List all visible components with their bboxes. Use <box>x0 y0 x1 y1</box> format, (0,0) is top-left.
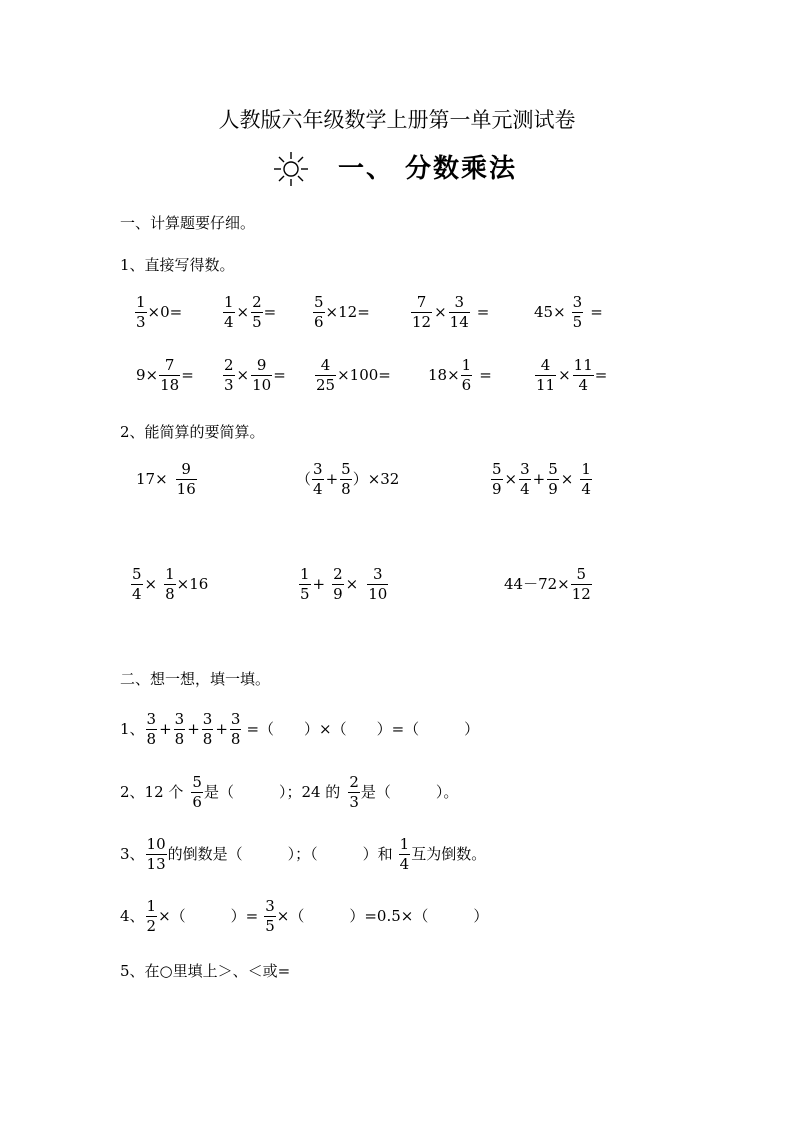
simplify-item: （ $\frac{3}{4}$ + $\frac{5}{8}$ ）×32 <box>296 460 400 498</box>
sun-icon <box>272 150 310 188</box>
calc-item: 18× $\frac{1}{6}$ = <box>428 356 492 394</box>
page-title: 人教版六年级数学上册第一单元测试卷 <box>218 108 576 132</box>
calc-item: $\frac{5}{6}$ ×12= <box>314 293 370 331</box>
section2-heading: 二、想一想，填一填。 <box>120 670 271 688</box>
simplify-item: $\frac{1}{5}$ + $\frac{2}{9}$ × $\frac{3}{10}$ <box>300 565 388 603</box>
calc-item: $\frac{2}{3}$ × $\frac{9}{10}$ = <box>224 356 286 394</box>
section1-heading: 一、计算题要仔细。 <box>120 214 256 232</box>
chapter-heading: 一、 分数乘法 <box>338 154 518 184</box>
calc-item: 9× $\frac{7}{18}$ = <box>136 356 194 394</box>
fill-item-3: 3、 $\frac{10}{13}$ 的倒数是（ ）；（ ）和 $\frac{1}{4}$ 互为倒数。 <box>120 835 487 873</box>
calc-item: $\frac{4}{11}$ × $\frac{11}{4}$ = <box>536 356 608 394</box>
calc-item: $\frac{1}{3}$ ×0= <box>136 293 183 331</box>
q1-label: 1、直接写得数。 <box>120 256 235 274</box>
simplify-item: $\frac{5}{9}$ × $\frac{3}{4}$ + $\frac{5}{9}$ × $\frac{1}{4}$ <box>492 460 591 498</box>
simplify-item: $\frac{5}{4}$ × $\frac{1}{8}$ ×16 <box>132 565 209 603</box>
calc-item: $\frac{7}{12}$ × $\frac{3}{14}$ = <box>412 293 490 331</box>
q2-label: 2、能简算的要简算。 <box>120 423 265 441</box>
fill-item-1: 1、 $\frac{3}{8}$ + $\frac{3}{8}$ + $\frac{3}{8}$ + $\frac{3}{8}$ =（ ）×（ ）=（ ） <box>120 710 480 748</box>
fill-item-5: 5、在○里填上＞、＜或= <box>120 962 291 980</box>
calc-item: $\frac{4}{25}$ ×100= <box>316 356 391 394</box>
calc-item: 45× $\frac{3}{5}$ = <box>534 293 603 331</box>
fill-item-2: 2、12 个 $\frac{5}{6}$ 是（ ）；24 的 $\frac{2}{3}$ 是（ ）。 <box>120 773 459 811</box>
fill-item-4: 4、 $\frac{1}{2}$ ×（ ）= $\frac{3}{5}$ ×（ ）=0.5×（ ） <box>120 897 489 935</box>
simplify-item: 44－72× $\frac{5}{12}$ <box>504 565 591 603</box>
simplify-item: 17× $\frac{9}{16}$ <box>136 460 196 498</box>
calc-item: $\frac{1}{4}$ × $\frac{2}{5}$ = <box>224 293 277 331</box>
